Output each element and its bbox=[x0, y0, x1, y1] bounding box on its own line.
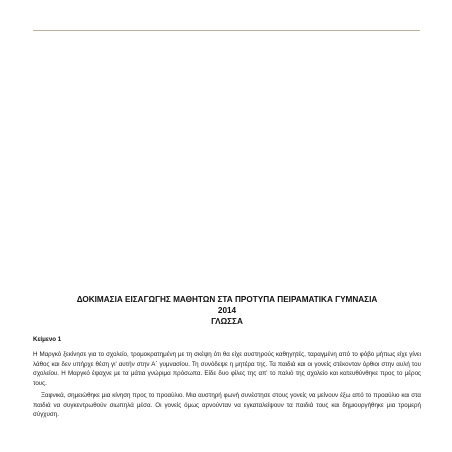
section-heading: Κείμενο 1 bbox=[33, 336, 62, 343]
paragraph: Ξαφνικά, σημειώθηκε μια κίνηση προς το προαύλιο. Μια αυστηρή φωνή συνέστησε στους γονείς να μείνουν έξω από το προαύλιο και στα παιδιά να συγκεντρωθούν σιωπηλά μέσα. Οι γονείς όμως αρνούνταν να εγκαταλείψουν τα παιδιά τους και δημιουργήθηκε μια τρομερή σύγχυση. bbox=[33, 392, 421, 418]
exam-title-line: ΔΟΚΙΜΑΣΙΑ ΕΙΣΑΓΩΓΗΣ ΜΑΘΗΤΩΝ ΣΤΑ ΠΡΟΤΥΠΑ ΠΕΙΡΑΜΑΤΙΚΑ ΓΥΜΝΑΣΙΑ bbox=[76, 295, 378, 304]
paragraph: Η Μαργκό ξεκίνησε για το σχολείο, τρομοκρατημένη με τη σκέψη ότι θα είχε αυστηρούς καθηγητές, ταραγμένη από το φόβο μήπως είχε γίνει λάθος και δεν υπήρχε θέση γι' αυτήν στην Α΄ γυμνασίου. Τη συνόδεψε η μητέρα της. Τα παιδιά και οι γονείς στέκονταν όρθιοι στην αυλή του σχολείου. Η Μαργκό έψαχνε με τα μάτια γνώριμα πρόσωπα. Είδε δυο φίλες της απ' το παλιό της σχολείο και κατευθύνθηκε προς το μέρος τους. bbox=[33, 351, 421, 387]
exam-title bbox=[33, 294, 421, 327]
exam-subject: ΓΛΩΣΣΑ bbox=[211, 317, 243, 326]
text-body bbox=[33, 350, 421, 423]
exam-year: 2014 bbox=[217, 306, 237, 315]
header-rule bbox=[33, 30, 420, 31]
